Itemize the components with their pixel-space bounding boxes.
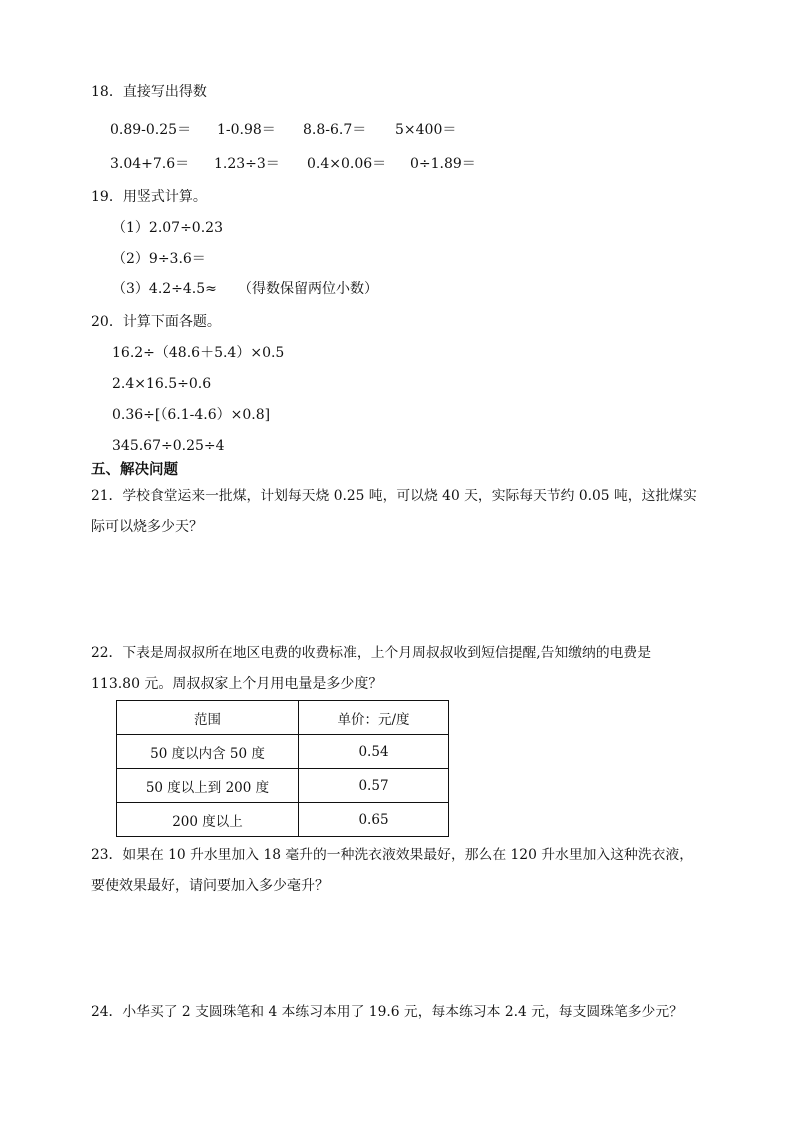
table-cell: 0.65 <box>299 803 449 837</box>
q18-expr: 0÷1.89＝ <box>410 156 476 172</box>
table-cell: 50 度以上到 200 度 <box>117 769 299 803</box>
table-cell: 0.54 <box>299 735 449 769</box>
q19-item: （3）4.2÷4.5≈ <box>112 281 217 297</box>
q18-expr: 3.04+7.6＝ <box>110 156 190 172</box>
q18-expr: 8.8-6.7＝ <box>303 122 367 138</box>
q24-line: 24．小华买了 2 支圆珠笔和 4 本练习本用了 19.6 元，每本练习本 2.4 元，每支圆珠笔多少元？ <box>91 1004 683 1020</box>
section-heading: 五、解决问题 <box>91 462 178 478</box>
q22-line: 113.80 元。周叔叔家上个月用电量是多少度？ <box>91 676 383 692</box>
q21-line: 21．学校食堂运来一批煤，计划每天烧 0.25 吨，可以烧 40 天，实际每天节约 0.05 吨，这批煤实 <box>91 488 697 504</box>
q22-line: 22．下表是周叔叔所在地区电费的收费标准，上个月周叔叔收到短信提醒,告知缴纳的电费是 <box>91 645 652 661</box>
q20-item: 16.2÷（48.6＋5.4）×0.5 <box>112 345 285 361</box>
table-header: 单价：元/度 <box>299 701 449 735</box>
q19-item: （2）9÷3.6＝ <box>112 251 206 267</box>
table-cell: 50 度以内含 50 度 <box>117 735 299 769</box>
q20-item: 345.67÷0.25÷4 <box>112 438 225 454</box>
rate-table <box>116 700 449 837</box>
table-header: 范围 <box>117 701 299 735</box>
table-row <box>117 735 449 769</box>
q18-expr: 1-0.98＝ <box>217 122 276 138</box>
q18-title: 18．直接写出得数 <box>91 84 207 100</box>
q19-note: （得数保留两位小数） <box>238 281 378 297</box>
q20-title: 20．计算下面各题。 <box>91 314 221 330</box>
q18-expr: 1.23÷3＝ <box>214 156 280 172</box>
q23-line: 要使效果最好，请问要加入多少毫升？ <box>91 878 329 894</box>
q18-expr: 0.4×0.06＝ <box>307 156 387 172</box>
q20-item: 0.36÷[（6.1-4.6）×0.8] <box>112 407 271 423</box>
q18-expr: 5×400＝ <box>395 122 457 138</box>
q21-line: 际可以烧多少天？ <box>91 519 203 535</box>
table-cell: 0.57 <box>299 769 449 803</box>
table-row <box>117 803 449 837</box>
q19-item: （1）2.07÷0.23 <box>112 220 223 236</box>
q19-title: 19．用竖式计算。 <box>91 189 207 205</box>
q18-expr: 0.89-0.25＝ <box>110 122 192 138</box>
q20-item: 2.4×16.5÷0.6 <box>112 376 212 392</box>
table-row <box>117 769 449 803</box>
q23-line: 23．如果在 10 升水里加入 18 毫升的一种洗衣液效果最好，那么在 120 升水里加入这种洗衣液， <box>91 847 694 863</box>
table-cell: 200 度以上 <box>117 803 299 837</box>
table-header-row <box>117 701 449 735</box>
